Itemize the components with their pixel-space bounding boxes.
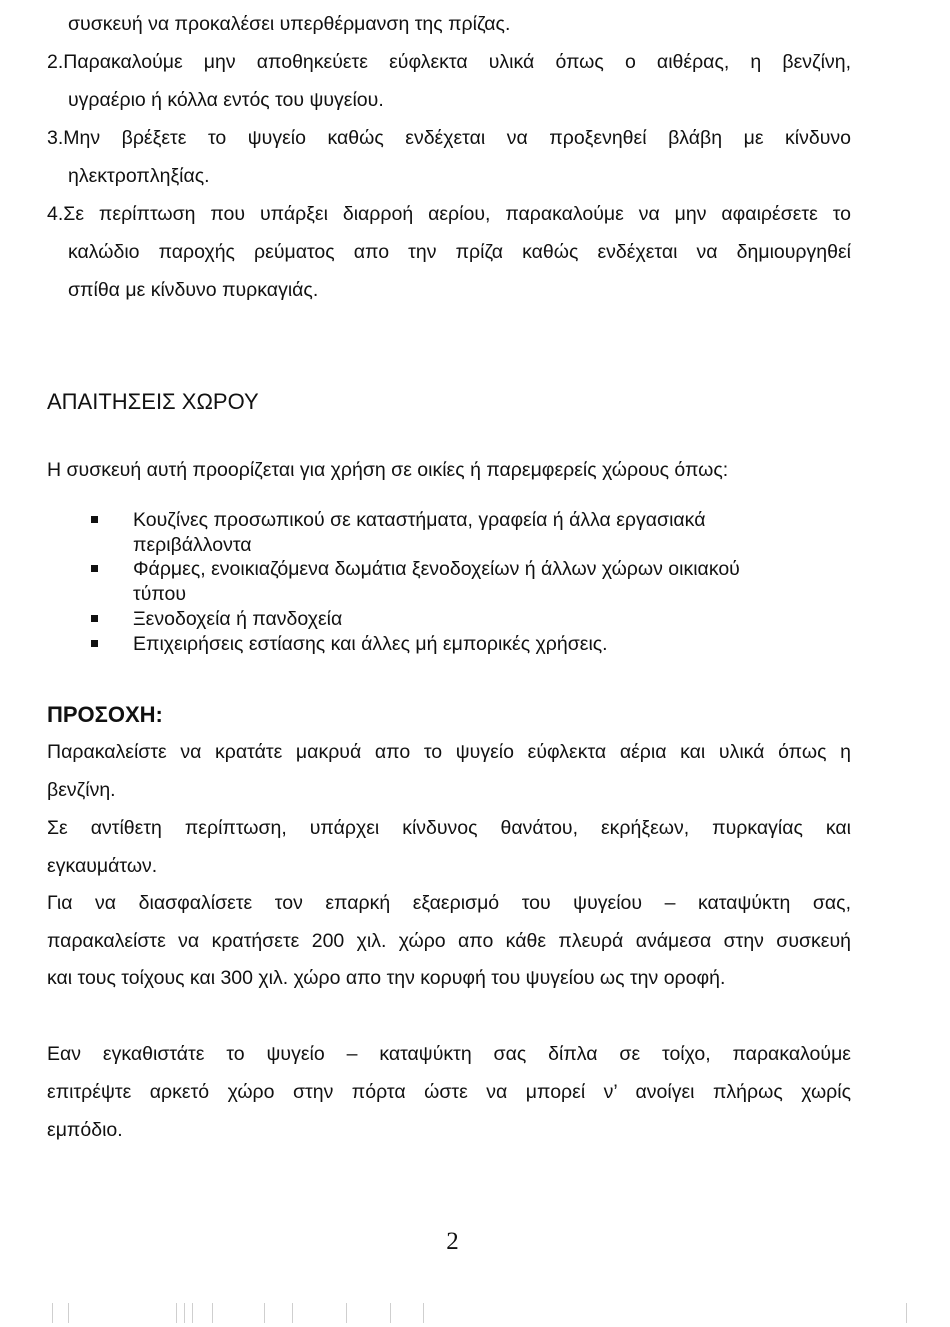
caution-p3-line-3: και τους τοίχους και 300 χιλ. χώρο απο την κορυφή του ψυγείου ως την οροφή. (47, 967, 726, 989)
bullet-marker (91, 516, 98, 523)
caution-p4-line-2: επιτρέψτε αρκετό χώρο στην πόρτα ώστε να μπορεί ν’ ανοίγει πλήρως χωρίς (47, 1081, 851, 1103)
bullet-item-1-line-2: περιβάλλοντα (133, 534, 252, 556)
caution-p4-line-3: εμπόδιο. (47, 1119, 123, 1141)
list-item-4-line-2: καλώδιο παροχής ρεύματος απο την πρίζα καθώς ενδέχεται να δημιουργηθεί (68, 241, 851, 263)
page-number: 2 (446, 1228, 459, 1255)
list-item-2-line-2: υγραέριο ή κόλλα εντός του ψυγείου. (68, 89, 384, 111)
caution-p3-line-1: Για να διασφαλίσετε τον επαρκή εξαερισμό του ψυγείου – καταψύκτη σας, (47, 892, 851, 914)
space-requirements-intro: Η συσκευή αυτή προορίζεται για χρήση σε οικίες ή παρεμφερείς χώρους όπως: (47, 459, 729, 481)
bullet-item-2-line-1: Φάρμες, ενοικιαζόμενα δωμάτια ξενοδοχείων ή άλλων χώρων οικιακού (133, 558, 740, 580)
list-item-1-tail: συσκευή να προκαλέσει υπερθέρμανση της πρίζας. (68, 13, 511, 35)
caution-p2-line-1: Σε αντίθετη περίπτωση, υπάρχει κίνδυνος θανάτου, εκρήξεων, πυρκαγίας και (47, 817, 851, 839)
list-item-2-line-1: 2.Παρακαλούμε μην αποθηκεύετε εύφλεκτα υλικά όπως ο αιθέρας, η βενζίνη, (47, 51, 851, 73)
caution-p3-line-2: παρακαλείστε να κρατήσετε 200 χιλ. χώρο απο κάθε πλευρά ανάμεσα στην συσκευή (47, 930, 851, 952)
caution-p1-line-1: Παρακαλείστε να κρατάτε μακρυά απο το ψυγείο εύφλεκτα αέρια και υλικά όπως η (47, 741, 851, 763)
bullet-item-3: Ξενοδοχεία ή πανδοχεία (133, 608, 343, 630)
bullet-item-2-line-2: τύπου (133, 583, 187, 605)
bullet-marker (91, 640, 98, 647)
bullet-item-4: Επιχειρήσεις εστίασης και άλλες μή εμπορικές χρήσεις. (133, 633, 608, 655)
bullet-marker (91, 615, 98, 622)
bullet-item-1-line-1: Κουζίνες προσωπικού σε καταστήματα, γραφεία ή άλλα εργασιακά (133, 509, 706, 531)
bullet-marker (91, 565, 98, 572)
list-item-3-line-2: ηλεκτροπληξίας. (68, 165, 210, 187)
caution-p2-line-2: εγκαυμάτων. (47, 855, 158, 877)
caution-p1-line-2: βενζίνη. (47, 779, 116, 801)
space-requirements-heading: ΑΠΑΙΤΗΣΕΙΣ ΧΩΡΟΥ (47, 389, 259, 414)
caution-p4-line-1: Εαν εγκαθιστάτε το ψυγείο – καταψύκτη σας δίπλα σε τοίχο, παρακαλούμε (47, 1043, 851, 1065)
list-item-3-line-1: 3.Μην βρέξετε το ψυγείο καθώς ενδέχεται να προξενηθεί βλάβη με κίνδυνο (47, 127, 851, 149)
list-item-4-line-1: 4.Σε περίπτωση που υπάρξει διαρροή αερίου, παρακαλούμε να μην αφαιρέσετε το (47, 203, 851, 225)
list-item-4-line-3: σπίθα με κίνδυνο πυρκαγιάς. (68, 279, 319, 301)
scan-edge-marks (0, 1303, 950, 1323)
caution-heading: ΠΡΟΣΟΧΗ: (47, 702, 163, 727)
